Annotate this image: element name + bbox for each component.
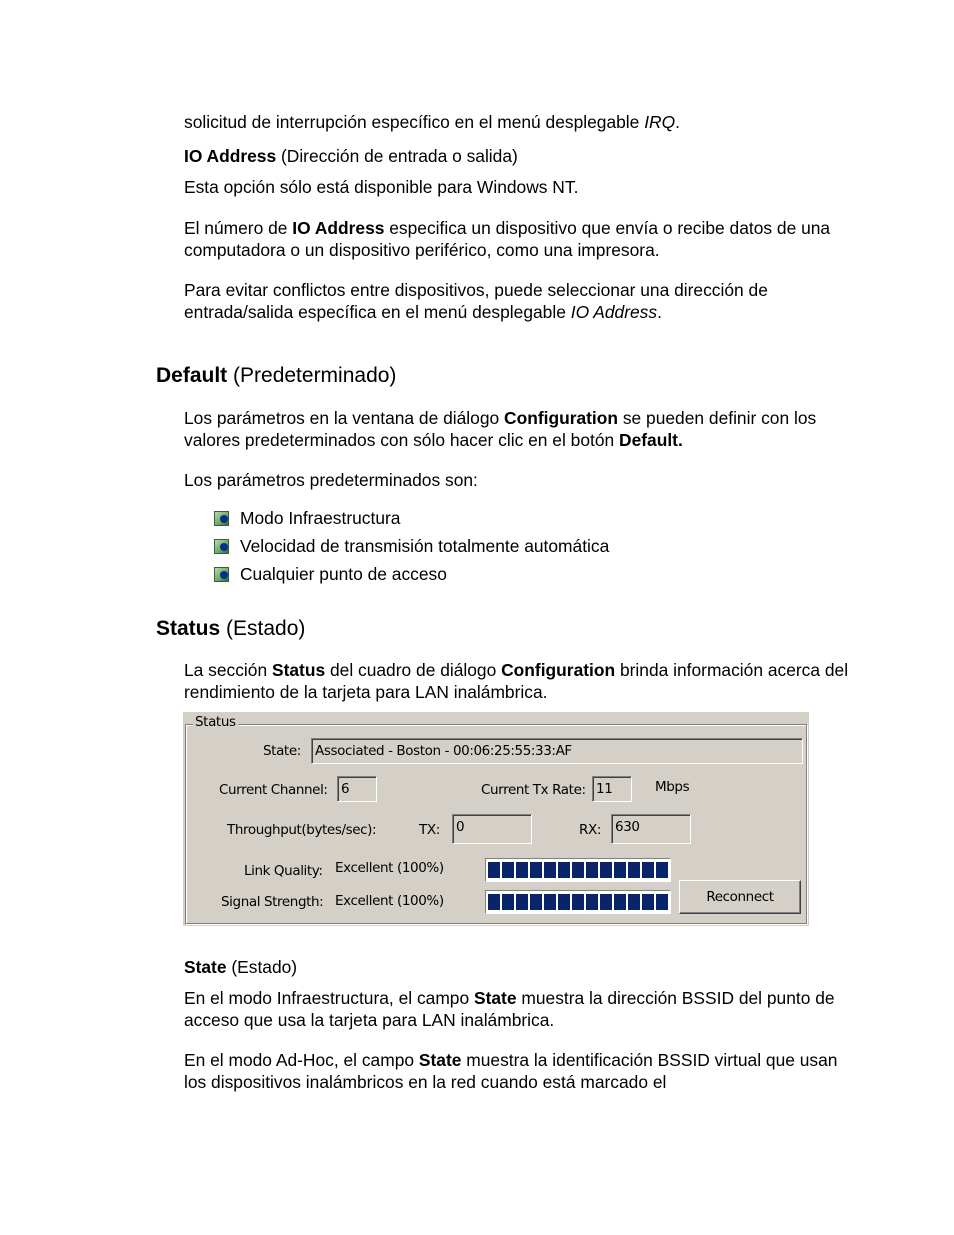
meter-segment: [586, 894, 598, 910]
link-quality-label: Link Quality:: [244, 863, 323, 879]
state-title-rest: (Estado): [226, 957, 298, 977]
tx-rate-unit: Mbps: [655, 779, 690, 795]
meter-segment: [558, 862, 570, 878]
bullet-item: [214, 535, 609, 557]
state-p1-a: En el modo Infraestructura, el campo: [184, 988, 474, 1008]
default-p1-bold: Configuration: [504, 408, 618, 428]
default-heading-rest: (Predeterminado): [227, 364, 397, 387]
meter-segment: [656, 894, 668, 910]
reconnect-button[interactable]: Reconnect: [679, 880, 801, 914]
current-channel-label: Current Channel:: [219, 782, 328, 798]
io-address-title-rest: (Dirección de entrada o salida): [276, 146, 518, 166]
status-heading-bold: Status: [156, 617, 221, 640]
state-p1: [184, 987, 864, 1031]
meter-segment: [628, 894, 640, 910]
io-address-p3-italic: IO Address: [570, 302, 658, 322]
state-p2: [184, 1049, 864, 1093]
meter-segment: [530, 862, 542, 878]
signal-strength-value: Excellent (100%): [335, 893, 444, 909]
meter-segment: [530, 894, 542, 910]
io-address-p3-end: .: [657, 302, 662, 322]
meter-segment: [488, 894, 500, 910]
io-address-title-bold: IO Address: [184, 146, 277, 166]
link-quality-value: Excellent (100%): [335, 860, 444, 876]
tx-field: 0: [452, 814, 532, 844]
status-p1-a: La sección: [184, 660, 272, 680]
state-p2-bold: State: [418, 1050, 462, 1070]
io-address-p2-bold: IO Address: [292, 218, 385, 238]
meter-segment: [600, 894, 612, 910]
rx-label: RX:: [579, 822, 601, 838]
meter-segment: [544, 862, 556, 878]
bullet-text: Velocidad de transmisión totalmente automática: [240, 536, 610, 556]
signal-strength-label: Signal Strength:: [221, 894, 324, 910]
state-p2-a: En el modo Ad-Hoc, el campo: [184, 1050, 419, 1070]
default-p2: Los parámetros predeterminados son:: [184, 470, 478, 490]
tx-label: TX:: [419, 822, 440, 838]
meter-segment: [628, 862, 640, 878]
status-p1-b: del cuadro de diálogo: [325, 660, 502, 680]
default-p1-a: Los parámetros en la ventana de diálogo: [184, 408, 505, 428]
intro-end: .: [675, 112, 680, 132]
io-address-p2: [184, 217, 864, 261]
default-heading: [156, 363, 396, 389]
default-heading-bold: Default: [156, 364, 228, 387]
status-p1-bold2: Configuration: [501, 660, 616, 680]
meter-segment: [544, 894, 556, 910]
link-quality-bar: [485, 858, 671, 882]
state-label: State:: [263, 743, 301, 759]
throughput-label: Throughput(bytes/sec):: [227, 822, 377, 838]
meter-segment: [572, 862, 584, 878]
meter-segment: [614, 862, 626, 878]
status-group-title: Status: [195, 714, 236, 730]
meter-segment: [572, 894, 584, 910]
io-address-p1: Esta opción sólo está disponible para Windows NT.: [184, 177, 579, 197]
bullet-text: Modo Infraestructura: [240, 508, 401, 528]
status-heading-rest: (Estado): [220, 617, 306, 640]
io-address-p2-b: especifica un dispositivo que envía o recibe datos de una computadora o un dispositivo periférico, como una impresora.: [184, 218, 831, 260]
rx-field: 630: [611, 814, 691, 844]
state-field: Associated - Boston - 00:06:25:55:33:AF: [311, 738, 803, 764]
meter-segment: [502, 862, 514, 878]
bullet-icon: [214, 511, 229, 526]
meter-segment: [614, 894, 626, 910]
default-p1-bold2: Default.: [619, 430, 683, 450]
current-tx-rate-label: Current Tx Rate:: [481, 782, 586, 798]
state-p1-b: muestra la dirección BSSID del punto de acceso que usa la tarjeta para LAN inalámbrica.: [184, 988, 835, 1030]
state-title: [184, 956, 864, 978]
current-channel-field: 6: [337, 776, 377, 802]
io-address-title: [184, 145, 864, 167]
status-heading: [156, 616, 305, 642]
meter-segment: [516, 862, 528, 878]
intro-text: solicitud de interrupción específico en el menú desplegable: [184, 112, 645, 132]
current-tx-rate-field: 11: [592, 776, 632, 802]
status-p1-bold: Status: [271, 660, 326, 680]
bullet-text: Cualquier punto de acceso: [240, 564, 447, 584]
meter-segment: [642, 862, 654, 878]
io-address-p2-a: El número de: [184, 218, 293, 238]
io-address-p3: [184, 279, 864, 323]
meter-segment: [642, 894, 654, 910]
bullet-icon: [214, 539, 229, 554]
default-p1-b: se pueden definir con los valores predeterminados con sólo hacer clic en el botón: [184, 408, 817, 450]
meter-segment: [516, 894, 528, 910]
meter-segment: [600, 862, 612, 878]
bullet-item: [214, 507, 400, 529]
state-p1-bold: State: [474, 988, 517, 1008]
status-dialog: [183, 712, 809, 926]
meter-segment: [586, 862, 598, 878]
io-address-p3-a: Para evitar conflictos entre dispositivos, puede seleccionar una dirección de entrada/salida específica en el menú desplegable: [184, 280, 768, 322]
status-p1: [184, 659, 864, 703]
signal-strength-bar: [485, 890, 671, 914]
status-p1-c: brinda información acerca del rendimiento de la tarjeta para LAN inalámbrica.: [184, 660, 849, 702]
bullet-item: [214, 563, 447, 585]
meter-segment: [502, 894, 514, 910]
meter-segment: [656, 862, 668, 878]
bullet-icon: [214, 567, 229, 582]
intro-paragraph: [184, 111, 864, 133]
meter-segment: [488, 862, 500, 878]
state-p2-b: muestra la identificación BSSID virtual que usan los dispositivos inalámbricos en la red cuando está marcado el: [184, 1050, 838, 1092]
irq-term: IRQ: [644, 112, 676, 132]
default-p1: [184, 407, 864, 451]
meter-segment: [558, 894, 570, 910]
state-title-bold: State: [184, 957, 227, 977]
